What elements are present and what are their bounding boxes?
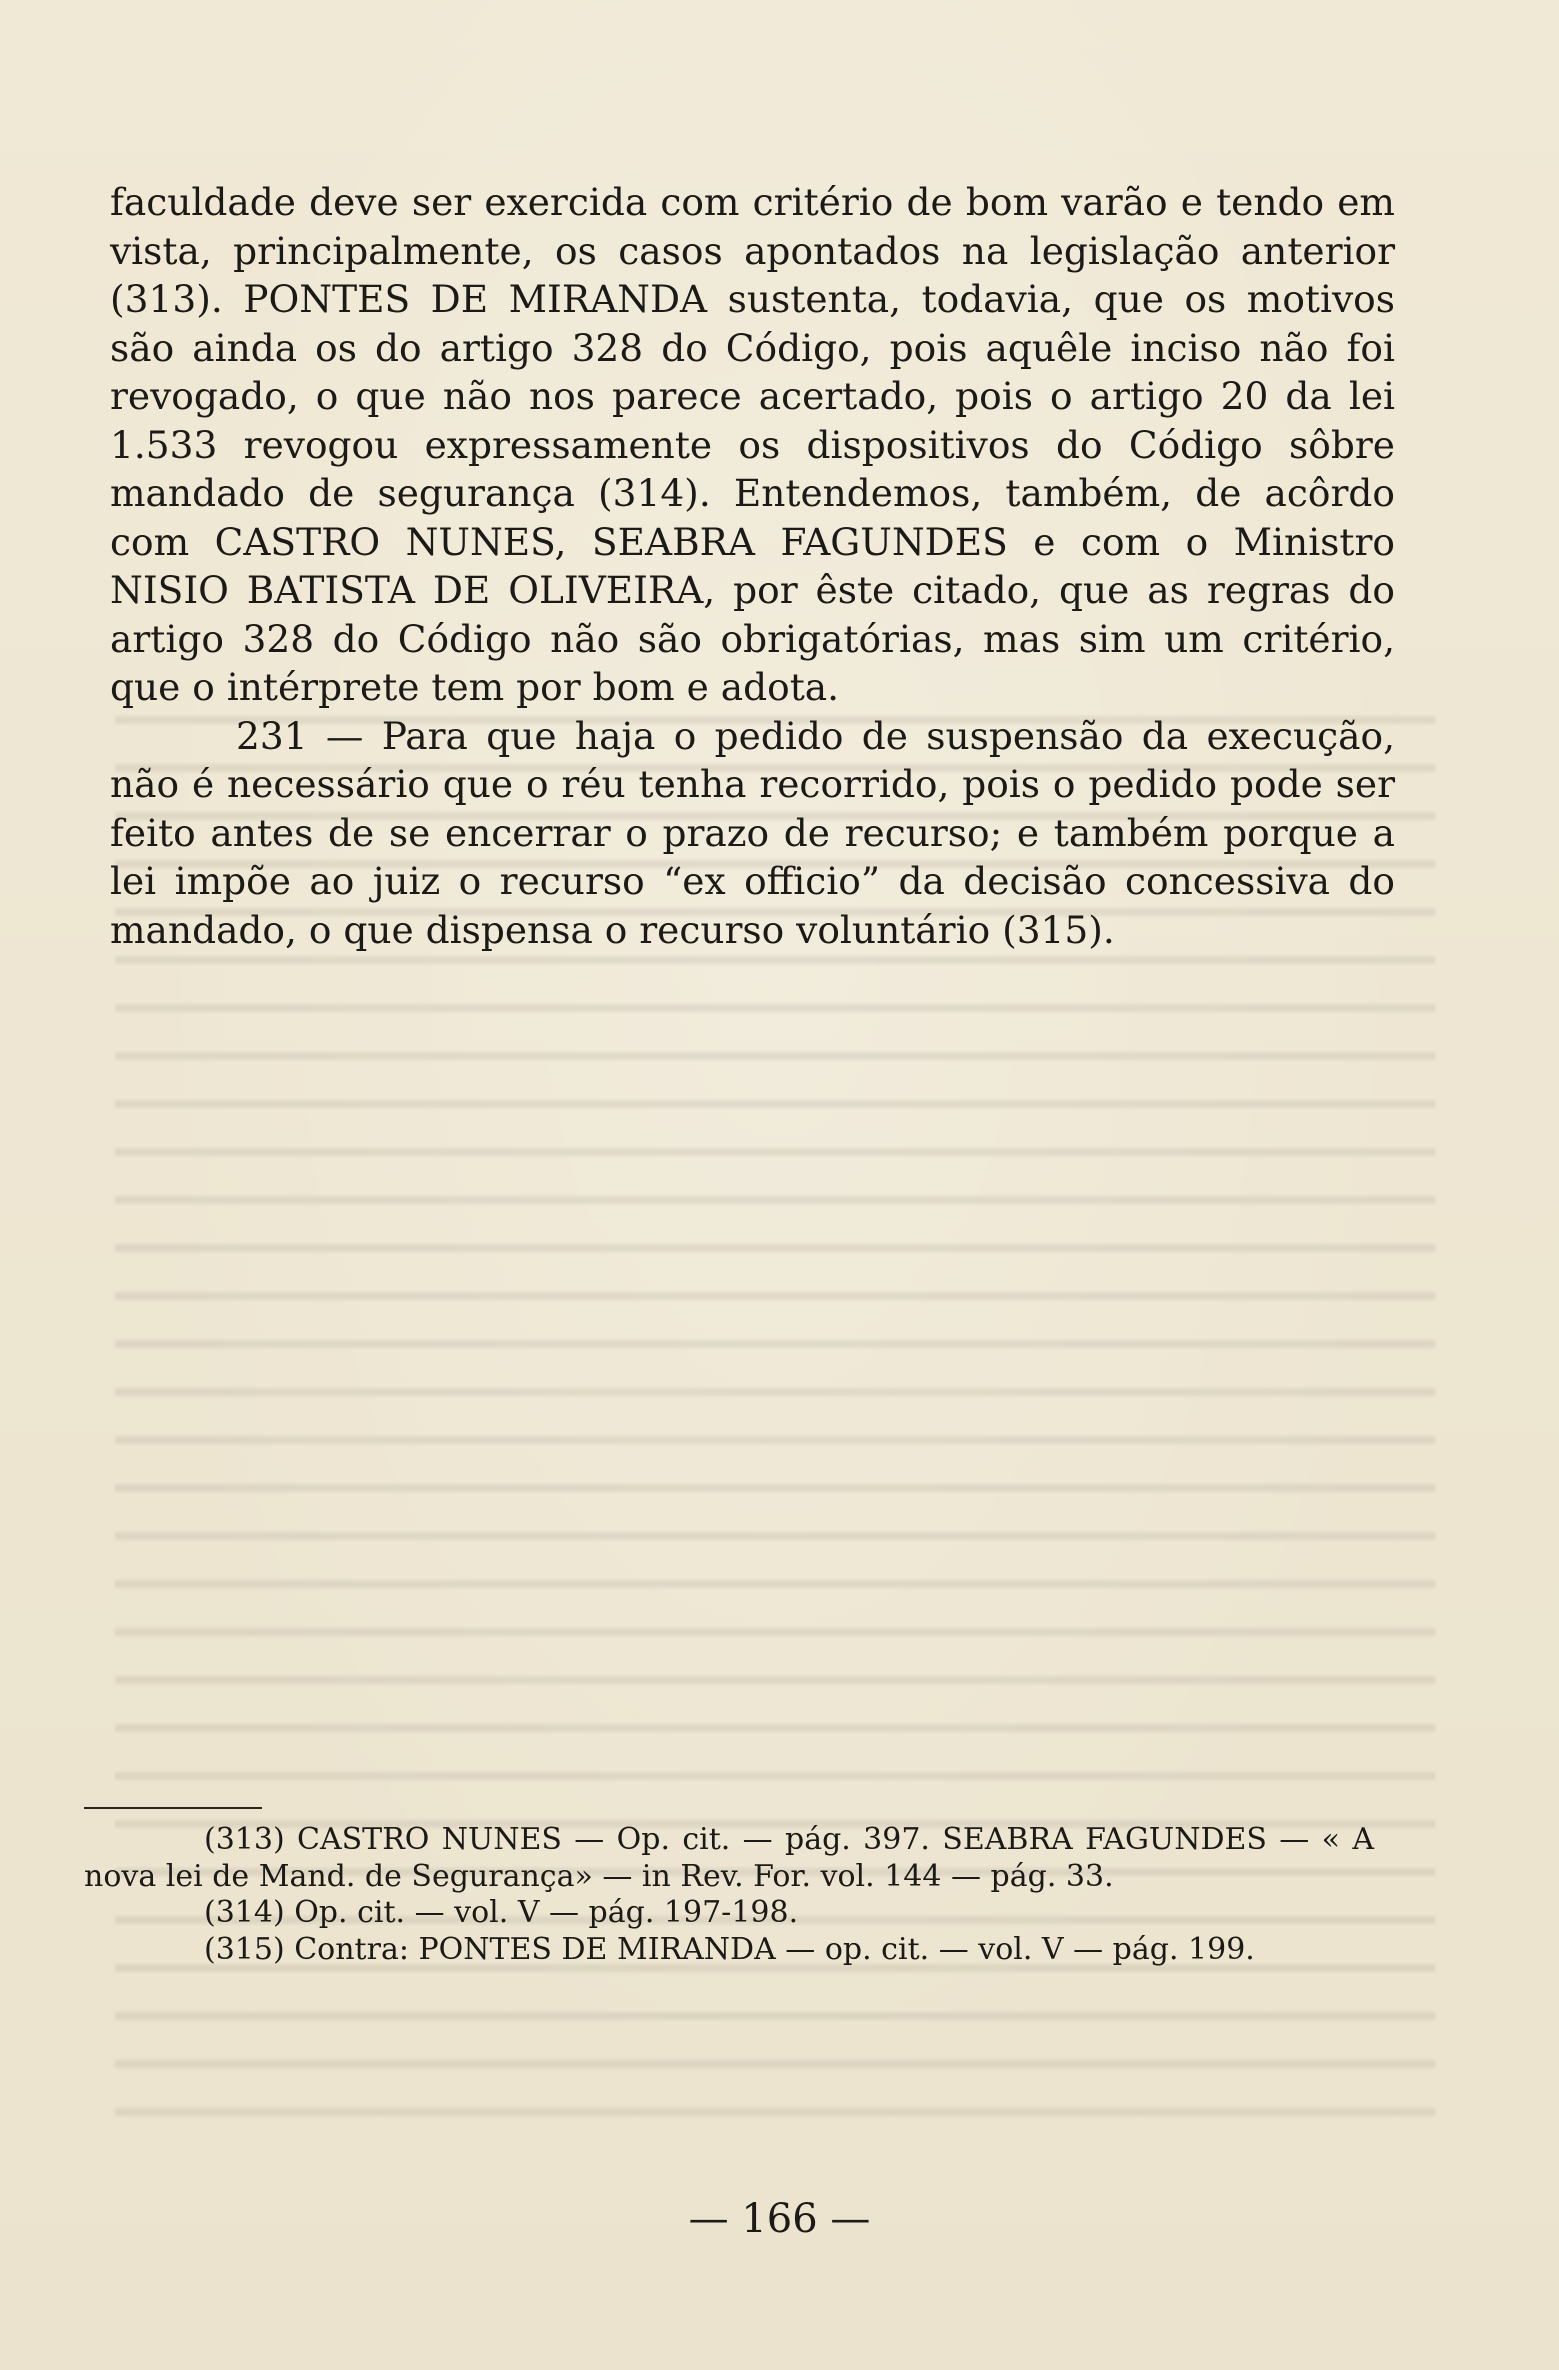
main-text [110,178,1395,954]
footnotes [84,1822,1374,1968]
page-number: — 166 — [688,2196,871,2242]
footnote-separator [84,1807,262,1809]
paragraph-231: 231 — Para que haja o pedido de suspensão da execução, não é necessário que o réu tenha recorrido, pois o pedido pode ser feito antes de se encerrar o prazo de recurso; e também porque a lei impõe ao juiz o recurso “ex officio” da decisão concessiva do mandado, o que dispensa o recurso voluntário (315). [110,713,1395,952]
footnote-314: (314) Op. cit. — vol. V — pág. 197-198. [204,1895,799,1930]
footnote-313: (313) CASTRO NUNES — Op. cit. — pág. 397. SEABRA FAGUNDES — « A nova lei de Mand. de Segurança» — in Rev. For. vol. 144 — pág. 33. [84,1822,1374,1894]
footnote-315: (315) Contra: PONTES DE MIRANDA — op. cit. — vol. V — pág. 199. [204,1931,1255,1967]
paragraph-continuation: faculdade deve ser exercida com critério de bom varão e tendo em vista, principalmente, os casos apontados na legislação anterior (313). PONTES DE MIRANDA sustenta, todavia, que os motivos são ainda os do artigo 328 do Código, pois aquêle inciso não foi revogado, o que não nos parece acertado, pois o artigo 20 da lei 1.533 revogou expressamente os dispositivos do Código sôbre mandado de segurança (314). Entendemos, também, de acôrdo com CASTRO NUNES, SEABRA FAGUNDES e com o Ministro NISIO BATISTA DE OLIVEIRA, por êste citado, que as regras do artigo 328 do Código não são obrigatórias, mas sim um critério, que o intérprete tem por bom e adota. [110,180,1395,709]
